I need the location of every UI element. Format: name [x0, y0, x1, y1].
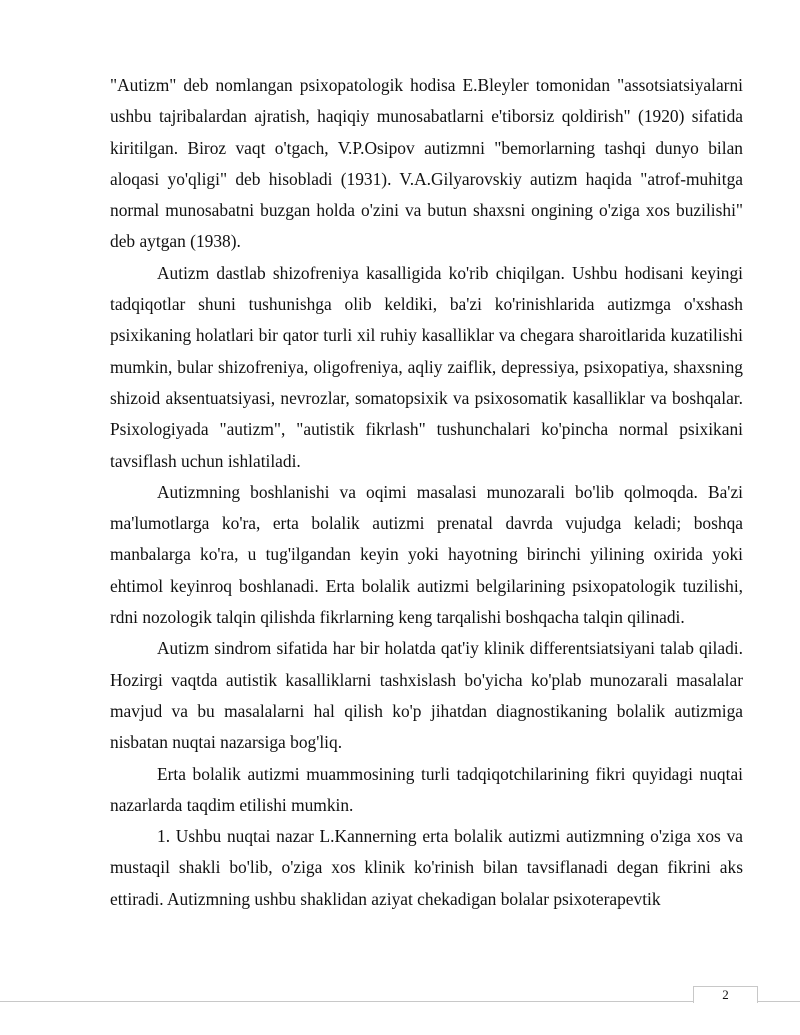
paragraph-4: Autizm sindrom sifatida har bir holatda qat'iy klinik differentsiatsiyani talab qiladi. Hozirgi vaqtda autistik kasalliklarni tashxislash bo'yicha ko'plab munozarali masalalar mavjud va bu masalalarni hal qilish ko'p jihatdan diagnostikaning bolalik autizmiga nisbatan nuqtai nazarsiga bog'liq.: [110, 638, 743, 753]
page-number: 2: [693, 986, 758, 1003]
paragraph-1: "Autizm" deb nomlangan psixopatologik hodisa E.Bleyler tomonidan "assotsiatsiyalarni ushbu tajribalardan ajratish, haqiqiy munosabatlarni e'tiborsiz qoldirish" (1920) sifatida kiritilgan. Biroz vaqt o'tgach, V.P.Osipov autizmni "bemorlarning tashqi dunyo bilan aloqasi yo'qligi" deb hisobladi (1931). V.A.Gilyarovskiy autizm haqida "atrof-muhitga normal munosabatni buzgan holda o'zini va butun shaxsni ongining o'ziga xos buzilishi" deb aytgan (1938).: [110, 75, 743, 252]
paragraph-2: Autizm dastlab shizofreniya kasalligida ko'rib chiqilgan. Ushbu hodisani keyingi tadqiqotlar shuni tushunishga olib keldiki, ba'zi ko'rinishlarida autizmga o'xshash psixikaning holatlari bir qator turli xil ruhiy kasalliklar va chegara sharoitlarida kuzatilishi mumkin, bular shizofreniya, oligofreniya, aqliy zaiflik, depressiya, psixopatiya, shaxsning shizoid aksentuatsiyasi, nevrozlar, somatopsixik va psixosomatik kasalliklar va boshqalar. Psixologiyada "autizm", "autistik fikrlash" tushunchalari ko'pincha normal psixikani tavsiflash uchun ishlatiladi.: [110, 262, 743, 471]
footer-divider: [0, 1001, 800, 1002]
paragraph-5: Erta bolalik autizmi muammosining turli tadqiqotchilarining fikri quyidagi nuqtai nazarlarda taqdim etilishi mumkin.: [110, 763, 743, 815]
body-text: [110, 70, 743, 915]
paragraph-6: 1. Ushbu nuqtai nazar L.Kannerning erta bolalik autizmi autizmning o'ziga xos va mustaqil shakli bo'lib, o'ziga xos klinik ko'rinish bilan tavsiflanadi degan fikrini aks ettiradi. Autizmning ushbu shaklidan aziyat chekadigan bolalar psixoterapevtik: [110, 826, 743, 909]
paragraph-3: Autizmning boshlanishi va oqimi masalasi munozarali bo'lib qolmoqda. Ba'zi ma'lumotlarga ko'ra, erta bolalik autizmi prenatal davrda vujudga keladi; boshqa manbalarga ko'ra, u tug'ilgandan keyin yoki hayotning birinchi yilining oxirida yoki ehtimol keyinroq boshlanadi. Erta bolalik autizmi belgilarining psixopatologik tuzilishi, rdni nozologik talqin qilishda fikrlarning keng tarqalishi boshqacha talqin qilinadi.: [110, 481, 743, 628]
